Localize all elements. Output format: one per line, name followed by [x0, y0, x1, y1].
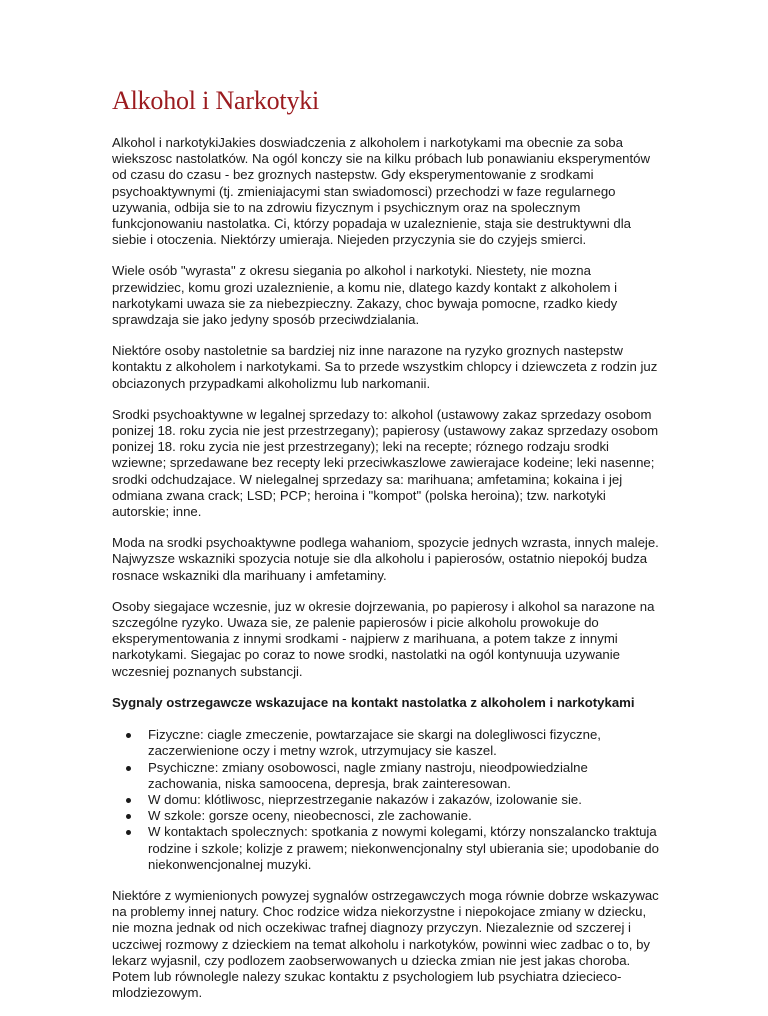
- list-item-text: Fizyczne: ciagle zmeczenie, powtarzajace sie skargi na dolegliwosci fizyczne, zaczerwienione oczy i metny wzrok, utrzymujacy sie kaszel.: [148, 727, 601, 759]
- paragraph-closing: Niektóre z wymienionych powyzej sygnalów ostrzegawczych moga równie dobrze wskazywac na problemy innej natury. Choc rodzice widza niekorzystne i niepokojace zmiany w dziecku, nie mozna jednak od nich oczekiwac trafnej diagnozy przyczyn. Niezaleznie od szczerej i uczciwej rozmowy z dzieckiem na temat alkoholu i narkotyków, powinni wiec zadbac o to, by lekarz wyjasnil, czy podlozem zaobserwowanych u dziecka zmian nie jest jakas choroba. Potem lub równolegle nalezy szukac kontaktu z psychologiem lub psychiatra dziecieco-mlodziezowym.: [112, 887, 659, 1001]
- list-item-text: W szkole: gorsze oceny, nieobecnosci, zle zachowanie.: [148, 808, 472, 824]
- document-page: [112, 86, 660, 1016]
- list-item: [148, 727, 660, 759]
- paragraph-intro: Alkohol i narkotykiJakies doswiadczenia z alkoholem i narkotykami ma obecnie za soba wiekszosc nastolatków. Na ogól konczy sie na kilku próbach lub ponawianiu eksperymentów od czasu do czasu - bez groznych nastepstw. Gdy eksperymentowanie z srodkami psychoaktywnymi (tj. zmieniajacymi stan swiadomosci) przechodzi w faze regularnego uzywania, odbija sie to na zdrowiu fizycznym i psychicznym oraz na spolecznym funkcjonowaniu nastolatka. Ci, którzy popadaja w uzaleznienie, staja sie destruktywni dla siebie i otoczenia. Niektórzy umieraja. Niejeden przyczynia sie do czyjejs smierci.: [112, 135, 651, 248]
- bullet-icon: [126, 814, 131, 819]
- bullet-icon: [126, 766, 131, 771]
- list-item: [148, 824, 660, 873]
- list-item-text: W kontaktach spolecznych: spotkania z nowymi kolegami, którzy nonszalancko traktuja rodzine i szkole; kolizje z prawem; niekonwencjonalny styl ubierania sie; upodobanie do niekonwencjonalnej muzyki.: [148, 824, 659, 872]
- paragraph-substances: Srodki psychoaktywne w legalnej sprzedazy to: alkohol (ustawowy zakaz sprzedazy osobom ponizej 18. roku zycia nie jest przestrzegany); papierosy (ustawowy zakaz sprzedazy osobom ponizej 18. roku zycia nie jest przestrzegany); leki na recepte; róznego rodzaju srodki wziewne; sprzedawane bez recepty leki przeciwkaszlowe zawierajace kodeine; leki nasenne; srodki odchudzajace. W nielegalnej sprzedazy sa: marihuana; amfetamina; kokaina i jej odmiana zwana crack; LSD; PCP; heroina i "kompot" (polska heroina); tzw. narkotyki autorskie; inne.: [112, 406, 659, 520]
- list-item: [148, 792, 660, 808]
- paragraph-risk-groups: Niektóre osoby nastoletnie sa bardziej niz inne narazone na ryzyko groznych nastepstw kontaktu z alkoholem i narkotykami. Sa to przede wszystkim chlopcy i dziewczeta z rodzin juz obciazonych przypadkami alkoholizmu lub narkomanii.: [112, 343, 658, 391]
- warning-signs-heading: Sygnaly ostrzegawcze wskazujace na kontakt nastolatka z alkoholem i narkotykami: [112, 694, 635, 710]
- list-item: [148, 808, 660, 824]
- paragraph-early-use: Osoby siegajace wczesnie, juz w okresie dojrzewania, po papierosy i alkohol sa narazone na szczególne ryzyko. Uwaza sie, ze palenie papierosów i picie alkoholu prowokuje do eksperymentowania z innymi srodkami - najpierw z marihuana, a potem takze z innymi narkotykami. Siegajac po coraz to nowe srodki, nastolatki na ogól kontynuuja uzywanie wczesniej poznanych substancji.: [112, 598, 655, 679]
- paragraph-trends: Moda na srodki psychoaktywne podlega wahaniom, spozycie jednych wzrasta, innych maleje. Najwyzsze wskazniki spozycia notuje sie dla alkoholu i papierosów, ostatnio niepokój budza rosnace wskazniki dla marihuany i amfetaminy.: [112, 535, 659, 583]
- list-item-text: Psychiczne: zmiany osobowosci, nagle zmiany nastroju, nieodpowiedzialne zachowania, niska samoocena, depresja, brak zainteresowan.: [148, 759, 588, 791]
- warning-signs-list: [112, 727, 660, 873]
- bullet-icon: [126, 830, 131, 835]
- paragraph-outgrowing: Wiele osób "wyrasta" z okresu siegania po alkohol i narkotyki. Niestety, nie mozna przewidziec, komu grozi uzaleznienie, a komu nie, dlatego kazdy kontakt z alkoholem i narkotykami uwaza sie za niebezpieczny. Zakazy, choc bywaja pomocne, rzadko kiedy sprawdzaja sie jako jedyny sposób przeciwdzialania.: [112, 263, 618, 328]
- list-item: [148, 760, 660, 792]
- bullet-icon: [126, 798, 131, 803]
- document-title: Alkohol i Narkotyki: [112, 86, 320, 115]
- bullet-icon: [126, 733, 131, 738]
- list-item-text: W domu: klótliwosc, nieprzestrzeganie nakazów i zakazów, izolowanie sie.: [148, 791, 582, 807]
